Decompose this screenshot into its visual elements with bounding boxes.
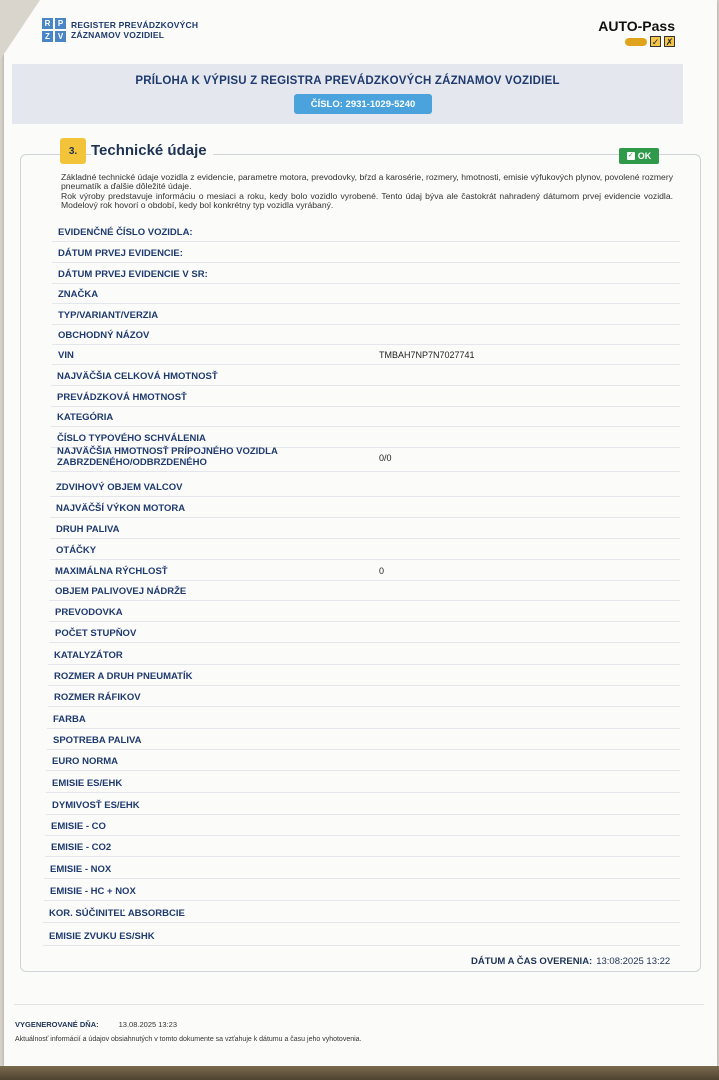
logo-letter: R (42, 18, 53, 29)
field-label: EMISIE ES/EHK (52, 777, 123, 789)
generated-value: 13.08.2025 13:23 (118, 1020, 178, 1029)
verification-label: DÁTUM A ČAS OVERENIA: (471, 956, 593, 967)
field-label: MAXIMÁLNA RÝCHLOSŤ (55, 565, 168, 577)
field-row (50, 497, 680, 518)
logo-grid (42, 18, 66, 42)
register-logo (42, 18, 198, 42)
status-badge (619, 148, 659, 164)
field-label: VIN (58, 349, 74, 361)
brand-icons (598, 36, 675, 47)
checkbox-cross-icon: ✗ (665, 37, 674, 47)
field-label: ZNAČKA (58, 288, 99, 300)
intro-paragraph: Základné technické údaje vozidla z evidencie, parametre motora, prevodovky, bŕzd a karosérie, rozmery, hmotnosti, emisie výfukových plynov, povolené rozmery pneumatík a ďalšie dôležité údaje. (61, 172, 673, 192)
section-intro (61, 173, 673, 211)
field-row (48, 644, 680, 665)
field-row (46, 750, 680, 771)
field-value: 0/0 (379, 453, 392, 463)
field-label: KOR. SÚČINITEĽ ABSORBCIE (49, 907, 185, 919)
field-label: OBCHODNÝ NÁZOV (58, 329, 150, 341)
verification-value: 13:08:2025 13:22 (596, 956, 671, 967)
field-row (50, 539, 680, 560)
field-label: EMISIE - HC + NOX (50, 885, 136, 897)
field-label: DYMIVOSŤ ES/EHK (52, 799, 140, 811)
logo-letter: P (55, 18, 66, 29)
field-row (52, 283, 680, 304)
field-label: NAJVÄČŠIA CELKOVÁ HMOTNOSŤ (57, 370, 218, 382)
field-row (48, 665, 680, 686)
field-label: OBJEM PALIVOVEJ NÁDRŽE (55, 585, 187, 597)
verification-timestamp (471, 956, 670, 967)
field-row (50, 518, 680, 539)
field-label: NAJVÄČŠÍ VÝKON MOTORA (56, 502, 186, 514)
field-label: DÁTUM PRVEJ EVIDENCIE V SR: (58, 268, 208, 280)
generated-label: VYGENEROVANÉ DŇA: (15, 1020, 99, 1029)
field-label: DÁTUM PRVEJ EVIDENCIE: (58, 247, 183, 259)
field-row (43, 925, 680, 946)
field-row (52, 221, 680, 242)
field-label: EVIDENČNÉ ČÍSLO VOZIDLA: (58, 226, 193, 238)
field-label: EMISIE - NOX (50, 863, 112, 875)
field-row (45, 815, 680, 836)
field-row (43, 902, 680, 923)
field-row (49, 601, 680, 622)
field-label: POČET STUPŇOV (55, 627, 137, 639)
field-label: FARBA (53, 713, 86, 725)
field-label: ROZMER RÁFIKOV (54, 691, 141, 703)
banner-title: PRÍLOHA K VÝPISU Z REGISTRA PREVÁDZKOVÝCH ZÁZNAMOV VOZIDIEL (135, 75, 560, 87)
field-label: ROZMER A DRUH PNEUMATÍK (54, 670, 193, 682)
field-row (44, 880, 680, 901)
autopass-brand (598, 18, 675, 47)
logo-letter: Z (42, 31, 53, 42)
field-row (47, 708, 680, 729)
field-row (51, 365, 680, 386)
field-label: EMISIE - CO (51, 820, 106, 832)
field-row (50, 476, 680, 497)
field-label: KATALYZÁTOR (54, 649, 123, 661)
field-row (47, 729, 680, 750)
field-label: ZDVIHOVÝ OBJEM VALCOV (56, 481, 183, 493)
document-number-badge: ČÍSLO: 2931-1029-5240 (294, 94, 432, 114)
page-corner-fold (0, 0, 40, 60)
field-label: EMISIE ZVUKU ES/SHK (49, 930, 155, 942)
key-icon (625, 38, 647, 46)
field-row (52, 263, 680, 284)
field-row (49, 580, 680, 601)
field-row (46, 794, 680, 815)
field-row (51, 445, 680, 472)
field-row (51, 386, 680, 407)
field-row (48, 686, 680, 707)
field-label: PREVÁDZKOVÁ HMOTNOSŤ (57, 391, 187, 403)
intro-paragraph: Rok výroby predstavuje informáciu o mesiaci a roku, kedy bolo vozidlo vyrobené. Tento údaj býva ale častokrát nahradený dátumom prvej evidencie vozidla. Modelový rok hovorí o období, kedy bol konkrétny typ vozidla vyrábaný. (61, 190, 673, 211)
field-row (52, 304, 680, 325)
field-label: OTÁČKY (56, 544, 97, 556)
field-row (46, 772, 680, 793)
field-label: TYP/VARIANT/VERZIA (58, 309, 159, 321)
field-row (52, 344, 680, 365)
checkbox-check-icon: ✓ (651, 37, 660, 47)
logo-text (71, 20, 198, 40)
field-label: ČÍSLO TYPOVÉHO SCHVÁLENIA (57, 432, 206, 444)
check-icon: ✓ (627, 152, 634, 159)
field-label: SPOTREBA PALIVA (53, 734, 142, 746)
field-row (51, 406, 680, 427)
field-row (44, 858, 680, 879)
field-label: KATEGÓRIA (57, 411, 114, 423)
field-row (52, 324, 680, 345)
field-label: DRUH PALIVA (56, 523, 120, 535)
field-label: EMISIE - CO2 (51, 841, 112, 853)
table-surface (0, 1066, 719, 1080)
section-title: Technické údaje (91, 142, 213, 159)
field-value: 0 (379, 566, 385, 576)
field-label: PREVODOVKA (55, 606, 123, 618)
field-row (49, 622, 680, 643)
logo-line-1: REGISTER PREVÁDZKOVÝCH (71, 20, 199, 30)
field-row (45, 836, 680, 857)
footer-divider (14, 1004, 704, 1005)
brand-name: AUTO-Pass (598, 18, 675, 34)
field-label: NAJVÄČŠIA HMOTNOSŤ PRÍPOJNÉHO VOZIDLA ZABRZDENÉHO/ODBRZDENÉHO (57, 446, 278, 468)
section-number-badge: 3. (60, 138, 86, 164)
field-row (49, 560, 680, 581)
generated-date (15, 1020, 177, 1029)
logo-line-2: ZÁZNAMOV VOZIDIEL (71, 30, 165, 40)
field-value: TMBAH7NP7N7027741 (379, 350, 475, 360)
status-label: OK (637, 151, 652, 161)
logo-letter: V (55, 31, 66, 42)
footer-note: Aktuálnosť informácií a údajov obsiahnutých v tomto dokumente sa vzťahuje k dátumu a času jeho vyhotovenia. (15, 1036, 362, 1043)
field-label: EURO NORMA (52, 755, 118, 767)
field-row (52, 242, 680, 263)
